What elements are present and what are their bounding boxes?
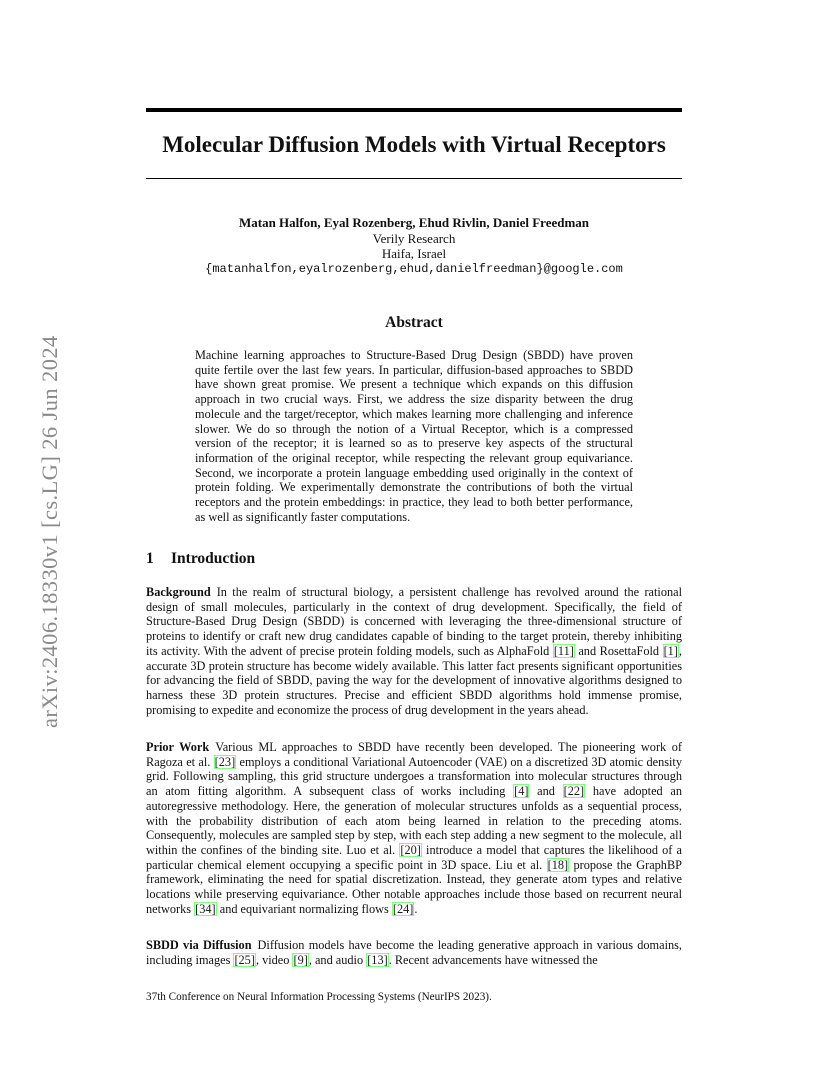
text-run: , and audio [308,952,367,967]
text-run: employs a conditional Variational Autoencoder (VAE) on a discretized 3D atomic density grid. Following sampling, this grid structure undergoes a transformation into molecular structures through an atom fitting algorithm. A subsequent class of works including [146,754,682,799]
arxiv-identifier: arXiv:2406.18330v1 [cs.LG] 26 Jun 2024 [37,335,62,728]
title-bottom-rule [146,178,682,179]
citation-link[interactable]: [23] [214,754,236,769]
citation-link[interactable]: [1] [663,643,678,658]
citation-link[interactable]: [20] [400,842,421,857]
citation-link[interactable]: [4] [514,784,529,799]
citation-link[interactable]: [11] [553,643,574,658]
text-run: and [529,784,563,799]
paragraph-heading-sbdd-diffusion: SBDD via Diffusion [146,938,252,952]
citation-link[interactable]: [34] [195,901,216,916]
citation-link[interactable]: [24] [392,901,414,916]
section-heading-introduction [146,550,255,568]
paper-title: Molecular Diffusion Models with Virtual Receptors [162,132,666,157]
text-run: propose the GraphBP framework, eliminating the need for spatial discretization. Instead, they generate atom types and relative locations while preserving equivariance. Other notable approaches include those based on recurrent neural networks [146,857,682,916]
paragraph-heading-prior-work: Prior Work [146,740,210,754]
citation-link[interactable]: [22] [563,784,585,799]
text-run: and RosettaFold [574,643,663,658]
paragraph-sbdd-diffusion [146,938,682,967]
author-location: Haifa, Israel [381,246,447,262]
citation-link[interactable]: [13] [367,952,388,967]
paragraph-prior-work [146,740,682,916]
author-block [146,215,682,277]
text-run: , video [255,952,293,967]
abstract-heading: Abstract [385,314,443,331]
text-run: have adopted an autoregressive methodology. Here, the generation of molecular structures unfolds as a sequential process, with the probability distribution of each atom being learned in relation to the preceding atoms. Consequently, molecules are sampled step by step, with each step adding a new segment to the molecule, all within the confines of the binding site. Luo et al. [146,784,683,857]
paragraph-heading-background: Background [146,585,211,599]
text-run: . Recent advancements have witnessed the [388,952,598,967]
section-title: Introduction [171,550,256,567]
citation-link[interactable]: [9] [293,952,308,967]
author-affiliation: Verily Research [372,230,456,246]
paragraph-background [146,585,682,717]
text-run: In the realm of structural biology, a persistent challenge has revolved around the rational design of small molecules, particularly in the context of drug development. Specifically, the field of Structure-Based Drug Design (SBDD) is concerned with leveraging the three-dimensional structure of proteins to identify or craft new drug candidates capable of binding to the target protein, thereby inhibiting its activity. With the advent of precise protein folding models, such as AlphaFold [146,585,682,658]
abstract-text: Machine learning approaches to Structure-Based Drug Design (SBDD) have proven quite fertile over the last few years. In particular, diffusion-based approaches to SBDD have shown great promise. We present a technique which expands on this diffusion approach in two crucial ways. First, we address the size disparity between the drug molecule and the target/receptor, which makes learning more challenging and inference slower. We do so through the notion of a Virtual Receptor, which is a compressed version of the receptor; it is learned so as to preserve key aspects of the structural information of the original receptor, while respecting the relevant group equivariance. Second, we incorporate a protein language embedding used originally in the context of protein folding. We experimentally demonstrate the contributions of both the virtual receptors and the protein embeddings: in practice, they lead to both better performance, as well as significantly faster computations. [195,348,633,524]
conference-footnote: 37th Conference on Neural Information Processing Systems (NeurIPS 2023). [146,991,492,1003]
citation-link[interactable]: [18] [547,857,569,872]
citation-link[interactable]: [25] [234,952,255,967]
text-run: , accurate 3D protein structure has become widely available. This latter fact presents significant opportunities for advancing the field of SBDD, paving the way for the development of innovative algorithms designed to harness these 3D protein structures. Precise and efficient SBDD algorithms hold immense promise, promising to expedite and economize the process of drug development in the years ahead. [146,643,682,717]
text-run: Various ML approaches to SBDD have recently been developed. The pioneering work of Ragoza et al. [146,740,683,769]
text-run: Diffusion models have become the leading generative approach in various domains, including images [146,938,682,967]
text-run: and equivariant normalizing flows [216,901,392,916]
author-email: {matanhalfon,eyalrozenberg,ehud,danielfreedman}@google.com [205,261,623,276]
text-run: introduce a model that captures the likelihood of a particular chemical element occupying a specific point in 3D space. Liu et al. [146,842,683,872]
text-run: . [414,901,418,916]
title-top-rule [146,108,682,112]
section-number: 1 [146,550,154,567]
author-names: Matan Halfon, Eyal Rozenberg, Ehud Rivlin, Daniel Freedman [238,215,590,230]
